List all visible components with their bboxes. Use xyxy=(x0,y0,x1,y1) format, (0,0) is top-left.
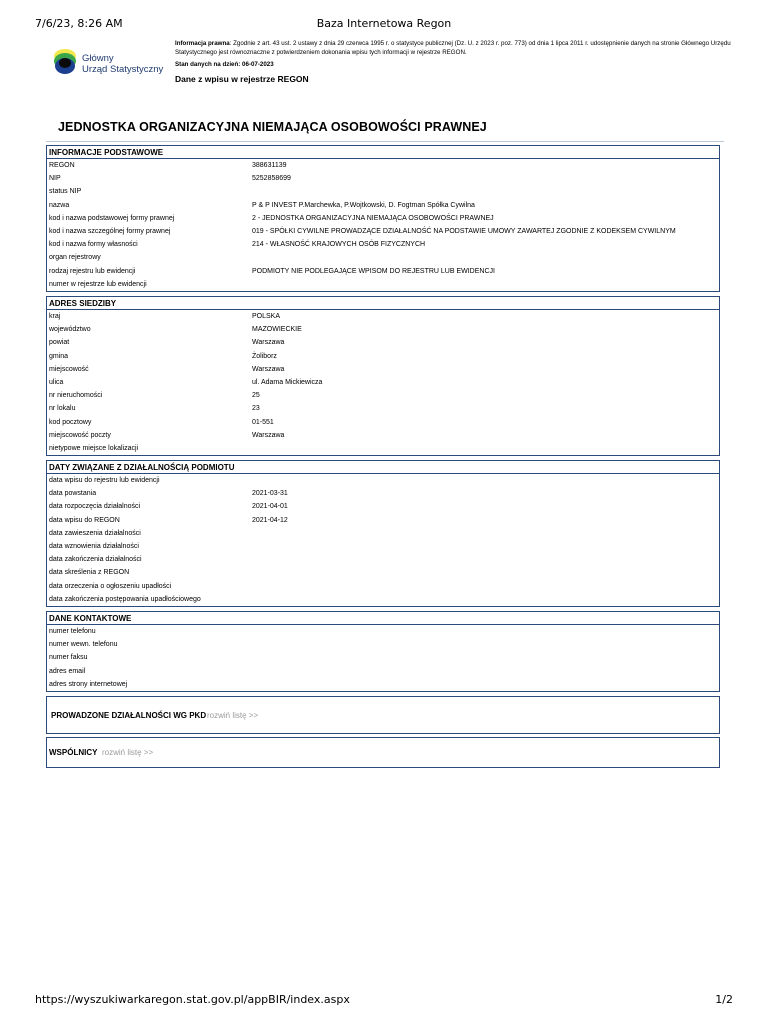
table-row xyxy=(47,212,719,225)
field-label: miejscowość xyxy=(49,365,89,373)
print-title: Baza Internetowa Regon xyxy=(316,17,452,30)
legal-label: Informacja prawna xyxy=(175,40,230,47)
print-footer xyxy=(35,993,733,1007)
field-label: data powstania xyxy=(49,490,97,498)
logo-line2: Urząd Statystyczny xyxy=(82,64,164,75)
table-row xyxy=(47,323,719,336)
field-value: Warszawa xyxy=(252,431,285,439)
field-label: miejscowość poczty xyxy=(49,431,111,439)
table-row xyxy=(47,474,719,487)
table-row xyxy=(47,500,719,513)
section-address xyxy=(46,296,720,456)
field-value: 5252858699 xyxy=(252,175,291,183)
field-value: 214 - WŁASNOŚĆ KRAJOWYCH OSÓB FIZYCZNYCH xyxy=(252,241,426,249)
field-label: numer wewn. telefonu xyxy=(49,641,118,649)
field-value: P & P INVEST P.Marchewka, P.Wojtkowski, D. Fogtman Spółka Cywilna xyxy=(252,201,475,209)
legal-info xyxy=(175,40,731,57)
field-label: gmina xyxy=(49,352,69,360)
field-label: data rozpoczęcia działalności xyxy=(49,503,141,511)
field-label: data wpisu do REGON xyxy=(49,516,120,524)
pkd-title: PROWADZONE DZIAŁALNOŚCI WG PKD xyxy=(51,711,207,720)
field-label: nazwa xyxy=(49,201,70,209)
table-row xyxy=(47,651,719,664)
table-row xyxy=(47,566,719,579)
page-title: JEDNOSTKA ORGANIZACYJNA NIEMAJĄCA OSOBOWOŚCI PRAWNEJ xyxy=(58,120,487,134)
table-row xyxy=(47,389,719,402)
table-row xyxy=(47,251,719,264)
table-row xyxy=(47,678,719,691)
field-label: województwo xyxy=(49,326,91,334)
table-row xyxy=(47,553,719,566)
table-row xyxy=(47,442,719,455)
table-row xyxy=(47,376,719,389)
table-row xyxy=(47,336,719,349)
field-label: kod i nazwa formy własności xyxy=(49,241,138,249)
section-title: DATY ZWIĄZANE Z DZIAŁALNOŚCIĄ PODMIOTU xyxy=(47,461,719,474)
table-row xyxy=(47,350,719,363)
table-row xyxy=(47,363,719,376)
gus-logo xyxy=(54,48,164,84)
print-datetime: 7/6/23, 8:26 AM xyxy=(35,17,123,30)
field-label: REGON xyxy=(49,162,75,169)
field-value: 23 xyxy=(252,405,260,413)
field-value: Warszawa xyxy=(252,339,285,347)
pkd-expand-link[interactable]: rozwiń listę >> xyxy=(207,711,259,720)
field-label: nr nieruchomości xyxy=(49,392,103,400)
section-partners xyxy=(46,737,720,768)
section-title: ADRES SIEDZIBY xyxy=(47,297,719,310)
table-row xyxy=(47,580,719,593)
print-header xyxy=(35,17,733,31)
title-divider xyxy=(46,141,724,142)
field-value: 25 xyxy=(252,392,260,400)
table-row xyxy=(47,514,719,527)
partners-title: WSPÓLNICY xyxy=(49,748,98,757)
field-label: data wznowienia działalności xyxy=(49,542,139,550)
field-value: 01-551 xyxy=(252,418,274,426)
field-value: 019 - SPÓŁKI CYWILNE PROWADZĄCE DZIAŁALNOŚĆ NA PODSTAWIE UMOWY ZAWARTEJ ZGODNIE Z KODEKSEM CYWILNYM xyxy=(252,227,676,235)
field-label: kod i nazwa szczególnej formy prawnej xyxy=(49,227,171,235)
field-value: Warszawa xyxy=(252,365,285,373)
field-label: status NIP xyxy=(49,188,82,196)
field-label: data wpisu do rejestru lub ewidencji xyxy=(49,477,160,484)
section-title: INFORMACJE PODSTAWOWE xyxy=(47,146,719,159)
field-label: data zakończenia postępowania upadłościowego xyxy=(49,595,201,603)
logo-line1: Główny xyxy=(82,53,114,64)
table-row xyxy=(47,185,719,198)
field-value: 2021-04-12 xyxy=(252,516,288,524)
field-label: numer telefonu xyxy=(49,628,96,635)
field-label: kod i nazwa podstawowej formy prawnej xyxy=(49,214,175,222)
field-label: nietypowe miejsce lokalizacji xyxy=(49,444,139,452)
table-row xyxy=(47,638,719,651)
field-label: adres email xyxy=(49,667,86,675)
field-label: adres strony internetowej xyxy=(49,680,128,688)
field-value: ul. Adama Mickiewicza xyxy=(252,378,323,386)
field-label: data skreślenia z REGON xyxy=(49,569,130,577)
field-label: rodzaj rejestru lub ewidencji xyxy=(49,267,136,275)
field-label: data orzeczenia o ogłoszeniu upadłości xyxy=(49,582,172,590)
field-value: MAZOWIECKIE xyxy=(252,326,302,334)
partners-expand-link[interactable]: rozwiń listę >> xyxy=(102,748,154,757)
page-url: https://wyszukiwarkaregon.stat.gov.pl/appBIR/index.aspx xyxy=(35,993,350,1006)
field-label: powiat xyxy=(49,339,70,347)
field-label: ulica xyxy=(49,378,64,386)
table-row xyxy=(47,540,719,553)
table-row xyxy=(47,487,719,500)
table-row xyxy=(47,278,719,291)
section-pkd xyxy=(46,696,720,734)
field-label: numer faksu xyxy=(49,654,88,662)
table-row xyxy=(47,159,719,172)
table-row xyxy=(47,625,719,638)
field-label: kraj xyxy=(49,313,61,320)
table-row xyxy=(47,527,719,540)
section-dates xyxy=(46,460,720,607)
gus-logo-icon xyxy=(54,48,78,76)
table-row xyxy=(47,665,719,678)
table-row xyxy=(47,416,719,429)
field-label: NIP xyxy=(49,175,61,183)
table-row xyxy=(47,172,719,185)
field-label: organ rejestrowy xyxy=(49,254,101,262)
legal-text: : Zgodnie z art. 43 ust. 2 ustawy z dnia 29 czerwca 1995 r. o statystyce publicznej (Dz. U. z 2023 r. poz. 773) od dnia 1 lipca 2011 r. udostępnienie danych na stronie Głównego Urzędu Statystycznego jest równoznaczne z potwierdzeniem dokonania wpisu tych informacji w rejestrze REGON. xyxy=(175,40,731,56)
table-row xyxy=(47,238,719,251)
field-value: 2 - JEDNOSTKA ORGANIZACYJNA NIEMAJĄCA OSOBOWOŚCI PRAWNEJ xyxy=(252,214,494,222)
registry-data-title: Dane z wpisu w rejestrze REGON xyxy=(175,74,309,84)
data-state-date: Stan danych na dzień: 06-07-2023 xyxy=(175,61,274,68)
field-value: 2021-03-31 xyxy=(252,490,288,498)
field-value: Żoliborz xyxy=(252,352,277,360)
field-label: nr lokalu xyxy=(49,405,76,413)
table-row xyxy=(47,199,719,212)
page-number: 1/2 xyxy=(715,993,733,1006)
section-basic-info xyxy=(46,145,720,292)
field-label: data zakończenia działalności xyxy=(49,556,142,564)
field-label: data zawieszenia działalności xyxy=(49,529,141,537)
table-row xyxy=(47,402,719,415)
table-row xyxy=(47,265,719,278)
table-row xyxy=(47,225,719,238)
table-row xyxy=(47,310,719,323)
field-value: POLSKA xyxy=(252,313,281,320)
field-value: PODMIOTY NIE PODLEGAJĄCE WPISOM DO REJESTRU LUB EWIDENCJI xyxy=(252,267,495,275)
section-contact xyxy=(46,611,720,692)
field-label: numer w rejestrze lub ewidencji xyxy=(49,280,147,288)
field-label: kod pocztowy xyxy=(49,418,92,426)
table-row xyxy=(47,593,719,606)
section-title: DANE KONTAKTOWE xyxy=(47,612,719,625)
table-row xyxy=(47,429,719,442)
field-value: 2021-04-01 xyxy=(252,503,288,511)
field-value: 388631139 xyxy=(252,162,287,169)
